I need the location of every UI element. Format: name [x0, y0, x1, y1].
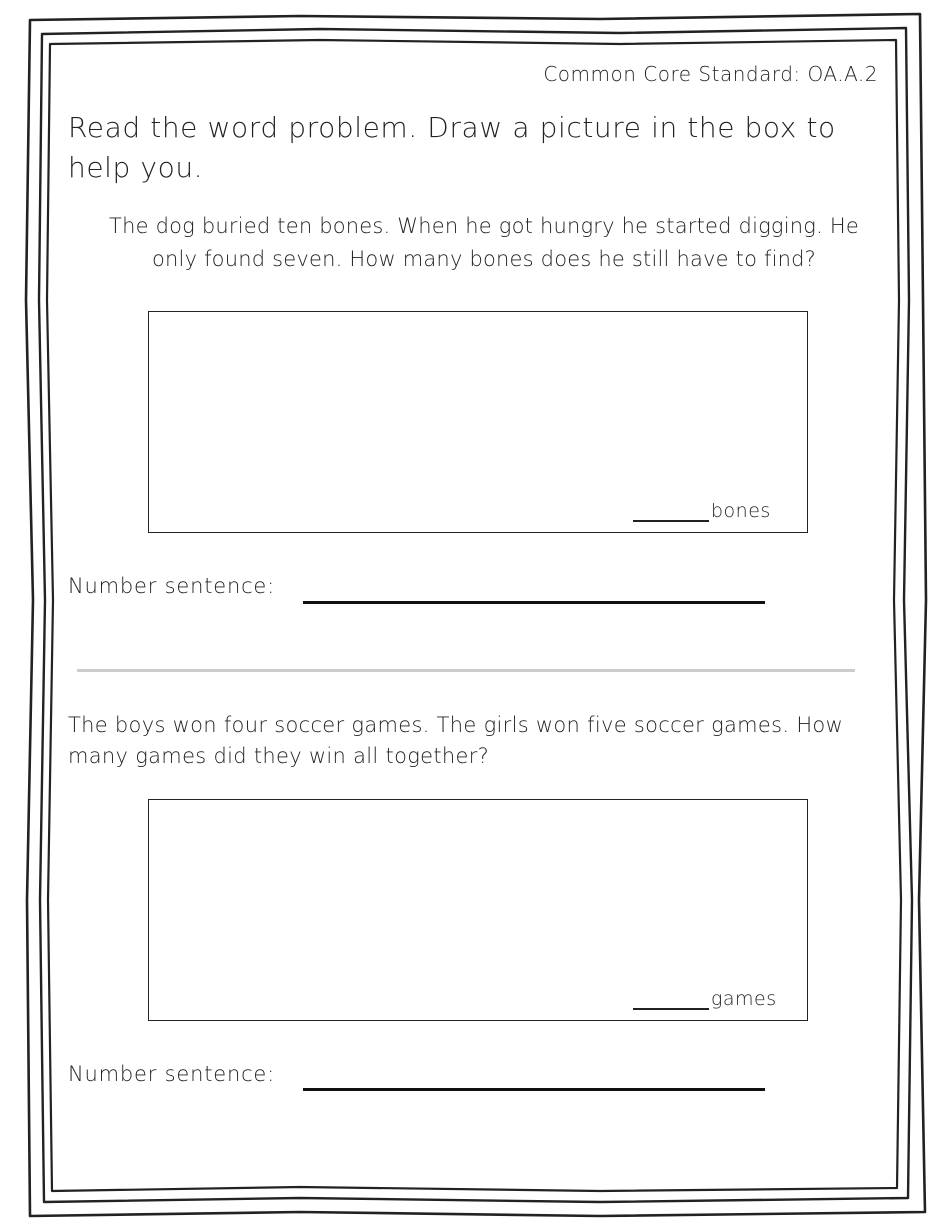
outer-border — [26, 14, 926, 1216]
word-problem-2: The boys won four soccer games. The girls won five soccer games. How many games did they win all together? — [68, 713, 844, 768]
drawing-box-2[interactable] — [148, 799, 808, 1021]
answer-blank-2[interactable] — [633, 1007, 709, 1010]
word-problem-1: The dog buried ten bones. When he got hungry he started digging. He only found seven. How many bones does he still have to find? — [109, 214, 859, 271]
number-sentence-line-2[interactable] — [303, 1088, 765, 1091]
number-sentence-label-2: Number sentence: — [68, 1062, 276, 1086]
answer-blank-1[interactable] — [633, 519, 709, 522]
drawing-box-1[interactable] — [148, 311, 808, 533]
middle-border — [39, 28, 912, 1202]
unit-label-games: games — [711, 988, 777, 1010]
standard-label: Common Core Standard: OA.A.2 — [543, 62, 878, 86]
section-divider — [77, 669, 855, 672]
unit-label-bones: bones — [711, 500, 771, 522]
instructions: Read the word problem. Draw a picture in the box to help you. — [68, 111, 836, 184]
number-sentence-line-1[interactable] — [303, 601, 765, 604]
number-sentence-label-1: Number sentence: — [68, 574, 276, 598]
